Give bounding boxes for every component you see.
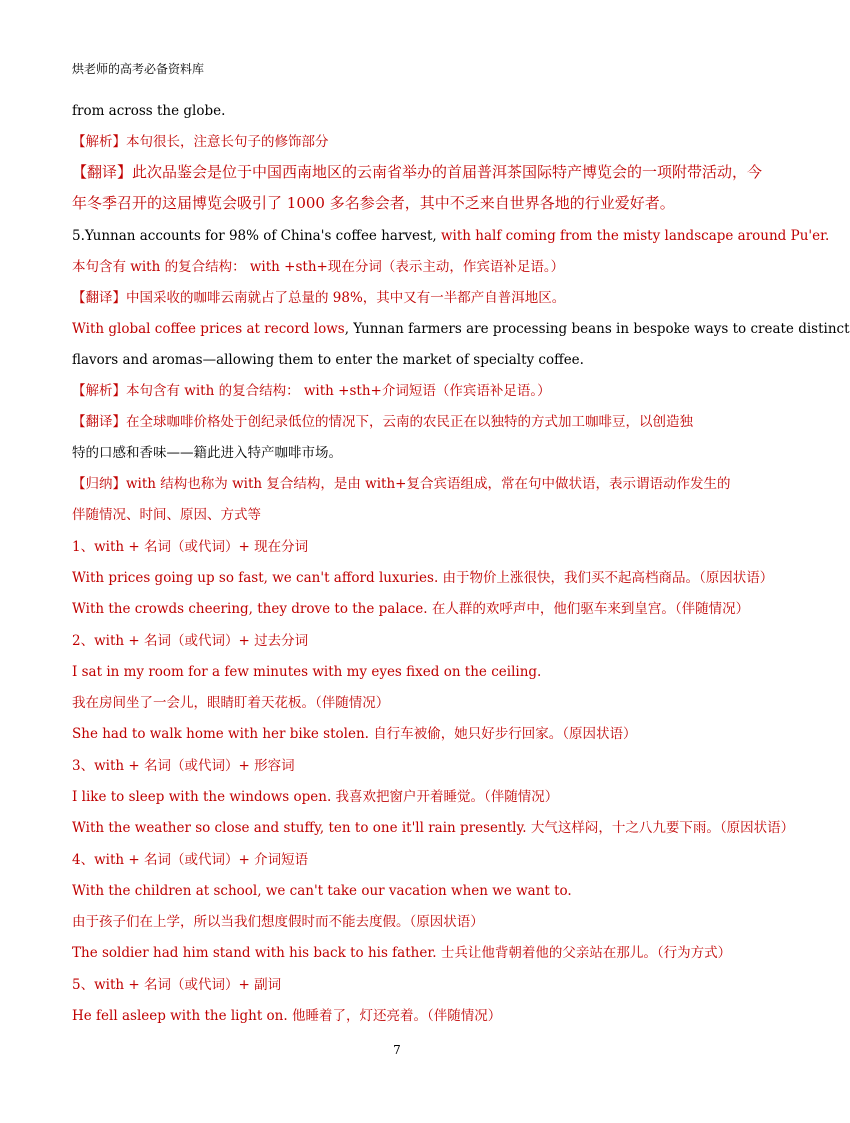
text-run: 【翻译】中国采收的咖啡云南就占了总量的 98%，其中又有一半都产自普洱地区。 (72, 290, 566, 306)
text-line (72, 819, 794, 837)
text-line (72, 538, 308, 556)
text-line (72, 351, 584, 369)
text-run: 2、with + 名词（或代词）+ 过去分词 (72, 633, 309, 649)
text-line (72, 506, 261, 524)
text-run: 5、with + 名词（或代词）+ 副词 (72, 977, 282, 993)
page-header: 烘老师的高考必备资料库 (72, 62, 205, 76)
text-run: With the crowds cheering, they drove to the palace. 在人群的欢呼声中，他们驱车来到皇宫。（伴随情况） (72, 601, 750, 617)
text-line (72, 413, 693, 431)
text-line (72, 663, 541, 681)
text-run: 由于孩子们在上学，所以当我们想度假时而不能去度假。（原因状语） (72, 914, 484, 930)
text-run: With the weather so close and stuffy, ten to one it'll rain presently. 大气这样闷，十之八九要下雨。（原因状语） (72, 820, 795, 836)
text-run: The soldier had him stand with his back to his father. 士兵让他背朝着他的父亲站在那儿。（行为方式） (72, 945, 732, 961)
text-line (72, 976, 281, 994)
text-line (72, 1007, 501, 1025)
text-run: flavors and aromas—allowing them to enter the market of specialty coffee. (72, 352, 584, 368)
text-line (72, 725, 637, 743)
text-run: With prices going up so fast, we can't afford luxuries. 由于物价上涨很快，我们买不起高档商品。（原因状语） (72, 570, 774, 586)
text-line (72, 102, 225, 120)
text-run: He fell asleep with the light on. 他睡着了，灯还亮着。（伴随情况） (72, 1008, 502, 1024)
page-number: 7 (393, 1043, 401, 1057)
text-run: 特的口感和香味——籍此进入特产咖啡市场。 (72, 445, 342, 461)
text-line (72, 600, 749, 618)
text-line (72, 944, 731, 962)
text-line (72, 569, 773, 587)
text-run: I like to sleep with the windows open. 我喜欢把窗户开着睡觉。（伴随情况） (72, 789, 559, 805)
text-line (72, 194, 675, 212)
text-line (72, 694, 389, 712)
text-run: 本句含有 with 的复合结构： with +sth+现在分词（表示主动，作宾语补足语。） (72, 259, 565, 275)
text-run: 4、with + 名词（或代词）+ 介词短语 (72, 852, 309, 868)
text-run: 【解析】本句很长，注意长句子的修饰部分 (72, 134, 329, 150)
text-line (72, 163, 762, 181)
text-run: With the children at school, we can't take our vacation when we want to. (72, 883, 572, 899)
text-line (72, 444, 342, 462)
text-line (72, 475, 730, 493)
text-run: 伴随情况、时间、原因、方式等 (72, 507, 261, 523)
text-run: 1、with + 名词（或代词）+ 现在分词 (72, 539, 309, 555)
text-line (72, 851, 308, 869)
text-run: 【翻译】在全球咖啡价格处于创纪录低位的情况下，云南的农民正在以独特的方式加工咖啡豆，以创造独 (72, 414, 693, 430)
text-run: She had to walk home with her bike stolen. 自行车被偷，她只好步行回家。（原因状语） (72, 726, 637, 742)
text-line (72, 913, 484, 931)
text-line (72, 632, 308, 650)
text-run: I sat in my room for a few minutes with my eyes fixed on the ceiling. (72, 664, 542, 680)
text-run: , Yunnan farmers are processing beans in bespoke ways to create distinct (344, 321, 850, 337)
text-line (72, 788, 558, 806)
text-line (72, 227, 829, 245)
text-run: 5.Yunnan accounts for 98% of China's coffee harvest, (72, 228, 441, 244)
text-line (72, 882, 572, 900)
text-line (72, 133, 329, 151)
text-run: 我在房间坐了一会儿，眼睛盯着天花板。（伴随情况） (72, 695, 390, 711)
text-line (72, 757, 295, 775)
text-run: 【归纳】with 结构也称为 with 复合结构，是由 with+复合宾语组成，常在句中做状语，表示谓语动作发生的 (72, 476, 731, 492)
text-run: with half coming from the misty landscape around Pu'er. (440, 228, 830, 244)
text-run: With global coffee prices at record lows (72, 321, 345, 337)
text-run: 【解析】本句含有 with 的复合结构： with +sth+介词短语（作宾语补足语。） (72, 383, 551, 399)
text-run: 3、with + 名词（或代词）+ 形容词 (72, 758, 295, 774)
text-run: 年冬季召开的这届博览会吸引了 1000 多名参会者，其中不乏来自世界各地的行业爱好者。 (72, 194, 675, 212)
text-run: 【翻译】此次品鉴会是位于中国西南地区的云南省举办的首届普洱茶国际特产博览会的一项附带活动，今 (72, 163, 763, 181)
text-line (72, 382, 551, 400)
text-line (72, 320, 850, 338)
text-run: from across the globe. (72, 103, 226, 119)
text-line (72, 289, 565, 307)
text-line (72, 258, 564, 276)
